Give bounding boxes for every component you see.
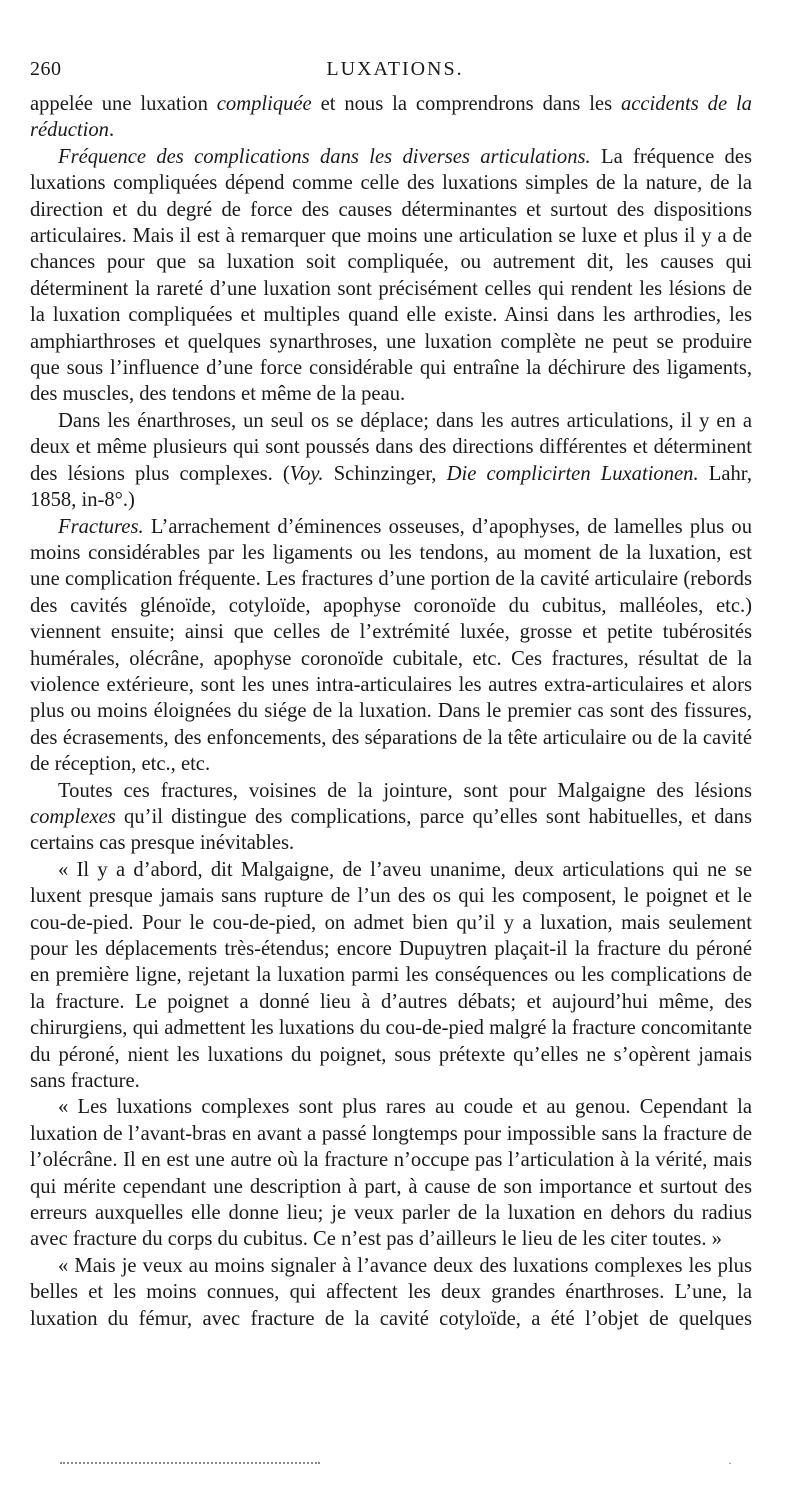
text-run: « Mais je veux au moins signaler à l’avance deux des luxations complexes les plus belles et les moins connues, qui affectent les deux grandes énarthroses. L’une, la luxation du fémur, avec fracture de la cavité cotyloïde, a été l’objet de quelques	[30, 1254, 752, 1330]
body-text	[30, 91, 752, 1332]
text-run: « Il y a d’abord, dit Malgaigne, de l’aveu unanime, deux articulations qui ne se luxent presque jamais sans rupture de l’un des os qui les composent, le poignet et le cou-de-pied. Pour le cou-de-pied, on admet bien qu’il y a luxation, mais seulement pour les déplacements très-étendus; encore Dupuytren plaçait-il la fracture du péroné en première ligne, rejetant la luxation parmi les conséquences ou les complications de la fracture. Le poignet a donné lieu à d’autres débats; et aujourd’hui même, des chirurgiens, qui admettent les luxations du cou-de-pied malgré la fracture concomitante du péroné, nient les luxations du poignet, sous prétexte qu’elles ne s’opèrent jamais sans fracture.	[30, 858, 752, 1093]
running-title: LUXATIONS.	[326, 58, 464, 80]
text-run: Schinzinger,	[323, 462, 447, 485]
paragraph	[30, 857, 752, 1095]
page-header	[30, 58, 760, 88]
text-run: Toutes ces fractures, voisines de la jointure, sont pour Malgaigne des lésions	[58, 779, 752, 802]
text-run: appelée une luxation	[30, 93, 217, 115]
paragraph	[30, 1094, 752, 1252]
text-run: L’arrachement d’éminences osseuses, d’apophyses, de lamelles plus ou moins considérables par les ligaments ou les tendons, au moment de la luxation, est une complication fréquente. Les fractures d’une portion de la cavité articulaire (rebords des cavités glénoïde, cotyloïde, apophyse coronoïde du cubitus, malléoles, etc.) viennent ensuite; ainsi que celles de l’extrémité luxée, grosse et petite tubérosités humérales, olécrâne, apophyse coronoïde cubitale, etc. Ces fractures, résultat de la violence extérieure, sont les unes intra-articulaires les autres extra-articulaires et alors plus ou moins éloignées du siége de la luxation. Dans le premier cas sont des fissures, des écrasements, des enfoncements, des séparations de la tête articulaire ou de la cavité de réception, etc., etc.	[30, 515, 752, 776]
text-run: « Les luxations complexes sont plus rares au coude et au genou. Cependant la luxation de l’avant-bras en avant a passé longtemps pour impossible sans la fracture de l’olécrâne. Il en est une autre où la fracture n’occupe pas l’articulation à la vérité, mais qui mérite cependant une description à part, à cause de son importance et surtout des erreurs auxquelles elle donne lieu; je veux parler de la luxation en dehors du radius avec fracture du corps du cubitus. Ce n’est pas d’ailleurs le lieu de les citer toutes. »	[30, 1096, 752, 1251]
footer-mark: ·	[728, 1456, 732, 1470]
italic-run: Fréquence des complications dans les diverses articulations.	[58, 145, 591, 168]
text-run: et nous la comprendrons dans les	[311, 93, 621, 115]
paragraph	[30, 408, 752, 514]
italic-run: Fractures.	[58, 515, 144, 538]
italic-run: Die complicirten Luxationen.	[446, 462, 699, 485]
text-run: La fréquence des luxations compliquées dépend comme celle des luxations simples de la nature, de la direction et du degré de force des causes déterminantes et surtout des dispositions articulaires. Mais il est à remarquer que moins une articulation se luxe et plus il y a de chances pour que sa luxation soit compliquée, ou autrement dit, les causes qui déterminent la rareté d’une luxation sont précisément celles qui rendent les lésions de la luxation compliquées et multiples quand elle existe. Ainsi dans les arthrodies, les amphiarthroses et quelques synarthroses, une luxation complète ne peut se produire que sous l’influence d’une force considérable qui entraîne la déchirure des ligaments, des muscles, des tendons et même de la peau.	[30, 145, 752, 406]
italic-run: compliquée	[216, 93, 312, 115]
paragraph	[30, 778, 752, 857]
text-run: Lahr, 1858, in-8°.)	[30, 462, 752, 512]
paragraph	[30, 1253, 752, 1332]
page-number: 260	[30, 58, 62, 80]
italic-run: complexes	[30, 805, 116, 828]
footer-rule	[60, 1462, 320, 1464]
italic-run: accidents de la réduction	[30, 93, 752, 142]
text-run: .	[108, 119, 115, 142]
italic-run: Voy.	[289, 462, 324, 485]
text-run: qu’il distingue des complications, parce qu’elles sont habituelles, et dans certains cas presque inévitables.	[30, 805, 752, 855]
paragraph	[30, 144, 752, 408]
text-run: Dans les énarthroses, un seul os se déplace; dans les autres articulations, il y en a deux et même plusieurs qui sont poussés dans des directions différentes et déterminent des lésions plus complexes. (	[30, 409, 752, 485]
paragraph	[30, 91, 752, 144]
paragraph	[30, 514, 752, 778]
